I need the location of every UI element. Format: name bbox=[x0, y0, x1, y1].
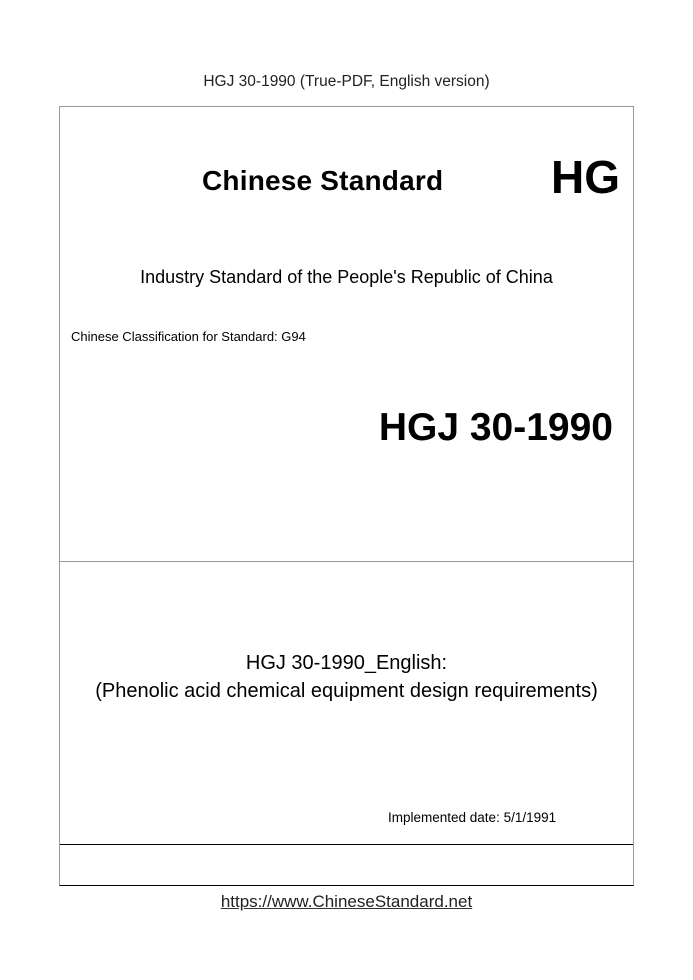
industry-standard-line: Industry Standard of the People's Republic of China bbox=[140, 267, 553, 287]
document-title-line-2: (Phenolic acid chemical equipment design requirements) bbox=[95, 680, 598, 702]
page-header-title: HGJ 30-1990 (True-PDF, English version) bbox=[203, 73, 490, 90]
standard-number: HGJ 30-1990 bbox=[378, 406, 613, 449]
section-divider-top bbox=[60, 561, 633, 562]
section-divider-bottom bbox=[60, 844, 633, 845]
standard-code-mark: HG bbox=[551, 151, 620, 203]
footer-website-link[interactable]: https://www.ChineseStandard.net bbox=[220, 892, 473, 911]
main-heading: Chinese Standard bbox=[202, 165, 444, 196]
classification-text: Chinese Classification for Standard: G94 bbox=[71, 329, 306, 344]
cover-frame bbox=[59, 106, 634, 886]
footer-website-link-container bbox=[0, 891, 693, 913]
implemented-date: Implemented date: 5/1/1991 bbox=[388, 810, 557, 825]
document-title-line-1: HGJ 30-1990_English: bbox=[245, 652, 448, 674]
